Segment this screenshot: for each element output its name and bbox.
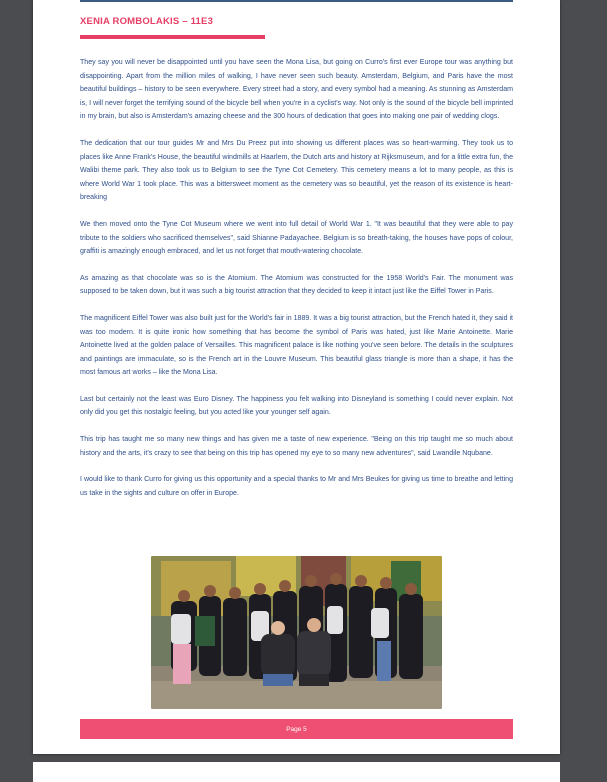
paragraph-4: As amazing as that chocolate was so is the Atomium. The Atomium was constructed for the 1958 World's Fair. The monument was supposed to be taken down, but it was such a big tourist attraction that they decided to keep it intact just like the Eiffel Tower in Paris. bbox=[80, 274, 513, 296]
group-photo bbox=[151, 556, 442, 709]
paragraph-5: The magnificent Eiffel Tower was also built just for the World's fair in 1889. It was a big tourist attraction, but the French hated it, they said it was too modern. It is quite ironic how something that has become the symbol of Paris was hated, just like Marie Antoinette. Marie Antoinette lived at the golden palace of Versailles. This magnificent palace is like nothing you've seen before. The details in the sculptures and paintings are immaculate, so is the French art in the Louvre Museum. This beautiful glass triangle is more than a shape, it has the most famous art works – like the Mona Lisa. bbox=[80, 314, 513, 377]
document-page bbox=[33, 0, 560, 754]
author-heading: XENIA ROMBOLAKIS – 11E3 bbox=[80, 16, 214, 27]
paragraph-1: They say you will never be disappointed until you have seen the Mona Lisa, but going on Curro's first ever Europe tour was anything but disappointing. Apart from the million miles of walking, I have never seen such beauty. Amsterdam, Belgium, and Paris have the most beautiful buildings – history to be seen everywhere. Every street had a story, and every symbol had a meaning. As stunning as Amsterdam is, I will never forget the terrifying sound of the bicycle bell when you're in a cyclist's way. Not only is the sound of the bicycle bell imprinted in my brain, but also is Amsterdam's amazing cheese and the 300 hours of dedication that goes into making one pair of wedding clogs. bbox=[80, 59, 513, 121]
header-rule bbox=[80, 0, 513, 2]
group-photo-image bbox=[151, 556, 442, 709]
next-page-edge bbox=[33, 762, 560, 782]
page-footer bbox=[80, 719, 513, 739]
article-body bbox=[80, 56, 513, 513]
paragraph-6: Last but certainly not the least was Euro Disney. The happiness you felt walking into Disneyland is something I could never explain. Not only did you get this nostalgic feeling, but you acted like your younger self again. bbox=[80, 395, 513, 417]
heading-underline bbox=[80, 35, 265, 39]
paragraph-2: The dedication that our tour guides Mr and Mrs Du Preez put into showing us different places was so heart-warming. They took us to places like Anne Frank's House, the beautiful windmills at Haarlem, the Dutch arts and history at Rijksmuseum, and for a little extra fun, the Walibi theme park. They also took us to Belgium to see the Tyne Cot Cemetery. This cemetery means a lot to many people, as this is where World War 1 took place. This was a bittersweet moment as the cemetery was so beautiful, yet the reason of its existence is heart-breaking bbox=[80, 139, 513, 202]
paragraph-8: I would like to thank Curro for giving us this opportunity and a special thanks to Mr and Mrs Beukes for giving us time to breathe and letting us take in the sights and culture on offer in Europe. bbox=[80, 476, 513, 497]
paragraph-7: This trip has taught me so many new things and has given me a taste of new experience. "Being on this trip taught me so much about history and the arts, it's crazy to see that being on this trip has opened my eye to so many new adventures", said Lwandile Nqubane. bbox=[80, 436, 513, 457]
paragraph-3: We then moved onto the Tyne Cot Museum where we went into full detail of World War 1. "It was beautiful that they were able to pay tribute to the soldiers who sacrificed themselves", said Shianne Padayachee. Belgium is so breath-taking, the houses have pops of colour, graffiti is amazingly enough embraced, and let us not forget that mouth-watering chocolate. bbox=[80, 220, 513, 256]
page-number: Page 5 bbox=[286, 725, 307, 733]
